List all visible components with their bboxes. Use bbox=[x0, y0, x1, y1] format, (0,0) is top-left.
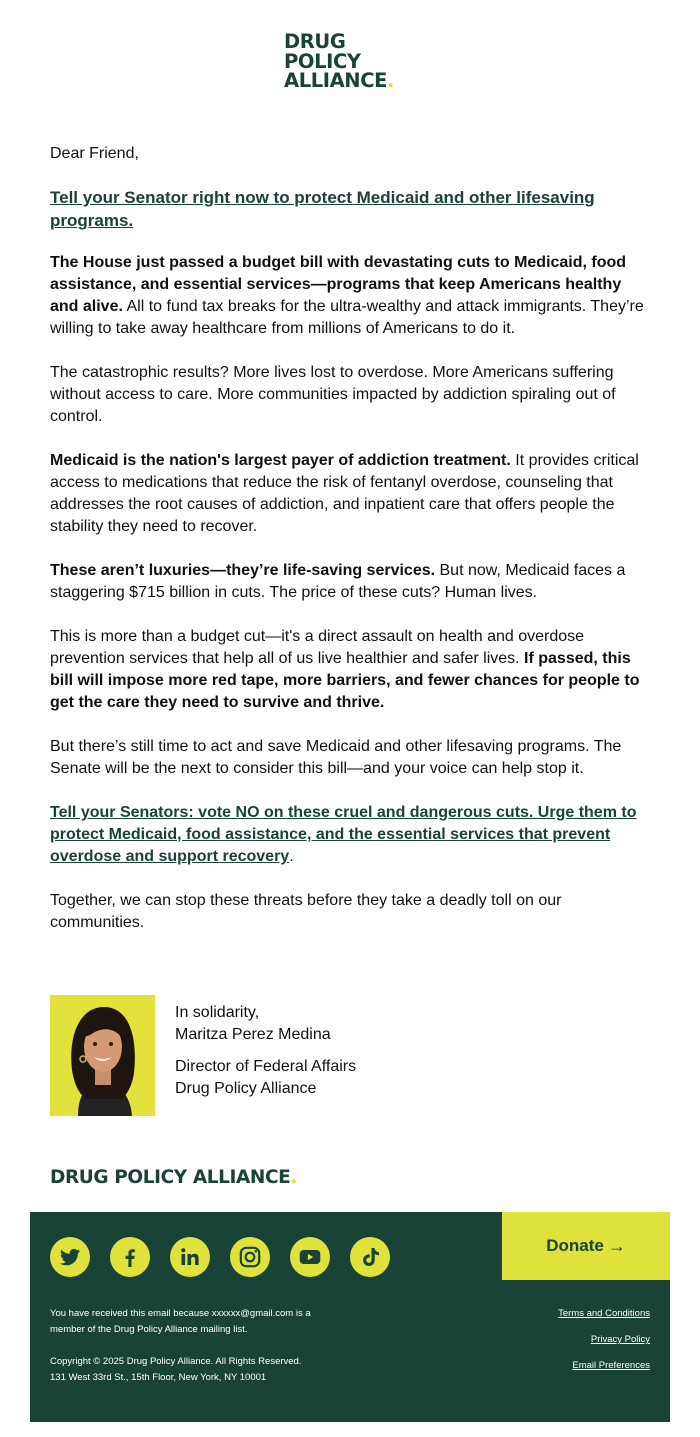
paragraph-medicaid-payer-bold: Medicaid is the nation's largest payer of addiction treatment. bbox=[50, 452, 511, 469]
paragraph-consequences: The catastrophic results? More lives lost to overdose. More Americans suffering without access to care. More communities impacted by addiction spiraling out of control. bbox=[50, 364, 616, 425]
paragraph-house-bill bbox=[50, 252, 650, 340]
address-text: 131 West 33rd St., 15th Floor, New York, NY 10001 bbox=[50, 1372, 267, 1383]
greeting: Dear Friend, bbox=[50, 145, 139, 162]
paragraph-luxuries-bold: These aren’t luxuries—they’re life-saving services. bbox=[50, 562, 436, 579]
cta-link[interactable]: Tell your Senators: vote NO on these cruel and dangerous cuts. Urge them to protect Medicaid, food assistance, and the essential services that prevent overdose and support recovery bbox=[50, 804, 637, 865]
footer bbox=[30, 1212, 670, 1422]
mailing-notice-line2: member of the Drug Policy Alliance mailing list. bbox=[50, 1324, 248, 1335]
copyright-block bbox=[50, 1354, 301, 1386]
signature-org: Drug Policy Alliance bbox=[175, 1080, 317, 1097]
footer-logo-dot: . bbox=[290, 1167, 298, 1188]
paragraph-budget-cut bbox=[50, 626, 650, 714]
donate-label: Donate bbox=[546, 1236, 604, 1255]
linkedin-icon[interactable] bbox=[170, 1237, 210, 1277]
facebook-icon[interactable] bbox=[110, 1237, 150, 1277]
logo-line-alliance: ALLIANCE. bbox=[284, 69, 395, 92]
paragraph-medicaid-payer-rest: It provides critical access to medications that reduce the risk of fentanyl overdose, counseling that addresses the root causes of addiction, and inpatient care that offers people the stability they need to recover. bbox=[50, 452, 639, 535]
paragraph-budget-cut-bold: If passed, this bill will impose more red tape, more barriers, and fewer chances for people to get the care they need to survive and thrive. bbox=[50, 650, 640, 711]
terms-link[interactable]: Terms and Conditions bbox=[558, 1308, 650, 1319]
signature-text bbox=[175, 1002, 356, 1100]
footer-links bbox=[558, 1308, 650, 1386]
signature-closing: In solidarity, bbox=[175, 1004, 260, 1021]
signature-title: Director of Federal Affairs bbox=[175, 1058, 357, 1075]
footer-logo[interactable] bbox=[50, 1167, 297, 1188]
arrow-right-icon: → bbox=[607, 1235, 626, 1256]
tiktok-icon[interactable] bbox=[350, 1237, 390, 1277]
paragraph-house-bill-bold: The House just passed a budget bill with devastating cuts to Medicaid, food assistance, and essential services—programs that keep Americans healthy and alive. bbox=[50, 254, 627, 315]
paragraph-luxuries bbox=[50, 560, 650, 604]
headline-paragraph bbox=[50, 187, 650, 233]
footer-logo-text: DRUG POLICY ALLIANCE bbox=[50, 1167, 291, 1188]
paragraph-medicaid-payer bbox=[50, 450, 650, 538]
avatar bbox=[50, 995, 155, 1116]
instagram-icon[interactable] bbox=[230, 1237, 270, 1277]
signature-name: Maritza Perez Medina bbox=[175, 1026, 331, 1043]
twitter-icon[interactable] bbox=[50, 1237, 90, 1277]
header-logo[interactable] bbox=[284, 32, 394, 91]
youtube-icon[interactable] bbox=[290, 1237, 330, 1277]
paragraph-together: Together, we can stop these threats before they take a deadly toll on our communities. bbox=[50, 892, 562, 931]
mailing-notice bbox=[50, 1306, 311, 1338]
headline-link[interactable]: Tell your Senator right now to protect Medicaid and other lifesaving programs. bbox=[50, 188, 595, 230]
paragraph-budget-cut-start: This is more than a budget cut—it's a direct assault on health and overdose prevention services that help all of us live healthier and safer lives. bbox=[50, 628, 585, 667]
copyright-text: Copyright © 2025 Drug Policy Alliance. All Rights Reserved. bbox=[50, 1356, 302, 1367]
email-preferences-link[interactable]: Email Preferences bbox=[572, 1360, 650, 1371]
privacy-link[interactable]: Privacy Policy bbox=[590, 1334, 650, 1345]
cta-period: . bbox=[289, 848, 294, 865]
logo-line-policy: POLICY bbox=[284, 49, 361, 73]
logo-line-drug: DRUG bbox=[284, 30, 346, 53]
signature-block bbox=[50, 995, 650, 1117]
donate-button[interactable] bbox=[502, 1212, 670, 1280]
paragraph-house-bill-rest: All to fund tax breaks for the ultra-wealthy and attack immigrants. They’re willing to take away healthcare from millions of Americans to do it. bbox=[50, 298, 644, 337]
cta-paragraph bbox=[50, 802, 650, 868]
paragraph-time-to-act: But there’s still time to act and save Medicaid and other lifesaving programs. The Senate will be the next to consider this bill—and your voice can help stop it. bbox=[50, 738, 622, 777]
paragraph-luxuries-rest: But now, Medicaid faces a staggering $715 billion in cuts. The price of these cuts? Human lives. bbox=[50, 562, 626, 601]
avatar-illustration bbox=[50, 995, 155, 1116]
mailing-notice-line1: You have received this email because xxxxxx@gmail.com is a bbox=[50, 1308, 311, 1319]
